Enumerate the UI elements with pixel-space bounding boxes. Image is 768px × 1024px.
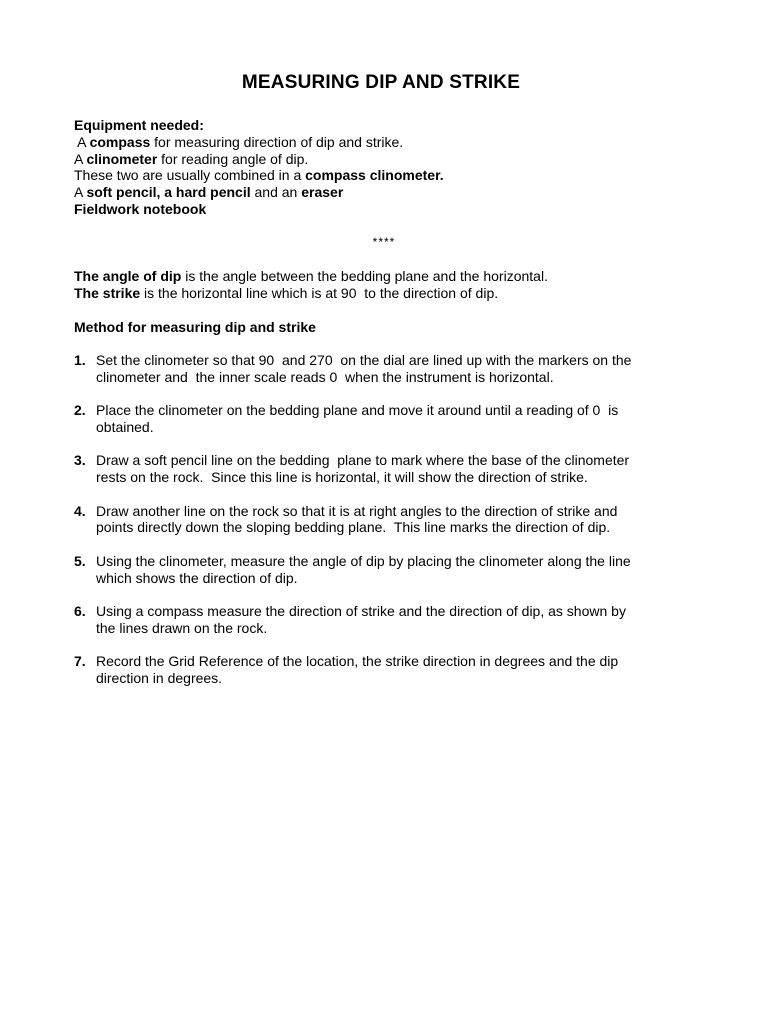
step-number: 5. <box>74 552 86 569</box>
bold-term: clinometer <box>86 150 158 167</box>
method-step <box>74 603 704 637</box>
bold-term: eraser <box>301 184 344 201</box>
method-steps-list <box>74 352 704 703</box>
step-text-line: which shows the direction of dip. <box>96 569 298 586</box>
step-text-line: Draw a soft pencil line on the bedding plane to mark where the base of the clinometer <box>96 452 630 469</box>
step-text-line: direction in degrees. <box>96 669 223 686</box>
step-number: 7. <box>74 653 86 670</box>
step-text-line: points directly down the sloping bedding plane. This line marks the direction of dip. <box>96 519 611 536</box>
step-text-line: the lines drawn on the rock. <box>96 619 268 636</box>
equipment-item-pencils <box>74 184 444 201</box>
text: for reading angle of dip. <box>157 150 309 167</box>
step-text-line: Using a compass measure the direction of strike and the direction of dip, as shown by <box>96 602 626 619</box>
equipment-item-compass <box>74 134 444 151</box>
equipment-item-clinometer <box>74 151 444 168</box>
section-separator: **** <box>372 235 396 249</box>
step-number: 2. <box>74 402 86 419</box>
step-text-line: Set the clinometer so that 90 and 270 on the dial are lined up with the markers on the <box>96 352 632 368</box>
method-step <box>74 352 704 386</box>
text: These two are usually combined in a <box>74 167 306 184</box>
method-step <box>74 553 704 587</box>
text: for measuring direction of dip and strike. <box>150 133 404 150</box>
equipment-section <box>74 117 444 218</box>
dip-definition: is the angle between the bedding plane and the horizontal. <box>181 268 548 284</box>
step-text-line: Draw another line on the rock so that it is at right angles to the direction of strike and <box>96 502 618 519</box>
method-step <box>74 503 704 537</box>
definitions-section <box>74 268 548 302</box>
equipment-heading <box>74 117 444 134</box>
text: A <box>74 184 87 201</box>
step-text-line: Record the Grid Reference of the location, the strike direction in degrees and the dip <box>96 653 619 670</box>
step-text-line: Place the clinometer on the bedding plane and move it around until a reading of 0 is <box>96 402 619 419</box>
step-text-line: rests on the rock. Since this line is horizontal, it will show the direction of strike. <box>96 469 588 486</box>
step-number: 3. <box>74 452 86 469</box>
definition-dip <box>74 268 548 285</box>
definition-strike <box>74 285 548 302</box>
method-step <box>74 452 704 486</box>
strike-term: The strike <box>74 284 141 301</box>
step-text-line: obtained. <box>96 418 154 435</box>
bold-term: Fieldwork notebook <box>74 200 207 217</box>
strike-definition: is the horizontal line which is at 90 to the direction of dip. <box>140 284 499 301</box>
method-heading: Method for measuring dip and strike <box>74 319 316 335</box>
dip-term: The angle of dip <box>74 268 182 284</box>
text: and an <box>250 184 302 201</box>
step-number: 4. <box>74 502 86 519</box>
step-text-line: clinometer and the inner scale reads 0 when the instrument is horizontal. <box>96 368 554 385</box>
equipment-heading-text: Equipment needed: <box>74 117 204 133</box>
method-step <box>74 653 704 687</box>
step-number: 1. <box>74 352 86 368</box>
bold-term: compass clinometer. <box>305 167 444 184</box>
text: A <box>74 133 90 150</box>
bold-term: compass <box>89 133 151 150</box>
equipment-item-notebook <box>74 201 444 218</box>
equipment-item-combined <box>74 167 444 184</box>
method-step <box>74 402 704 436</box>
bold-term: soft pencil, a hard pencil <box>86 184 251 201</box>
text: A <box>74 150 87 167</box>
page-title: MEASURING DIP AND STRIKE <box>241 72 521 93</box>
step-text-line: Using the clinometer, measure the angle of dip by placing the clinometer along the line <box>96 552 631 569</box>
step-number: 6. <box>74 602 86 619</box>
